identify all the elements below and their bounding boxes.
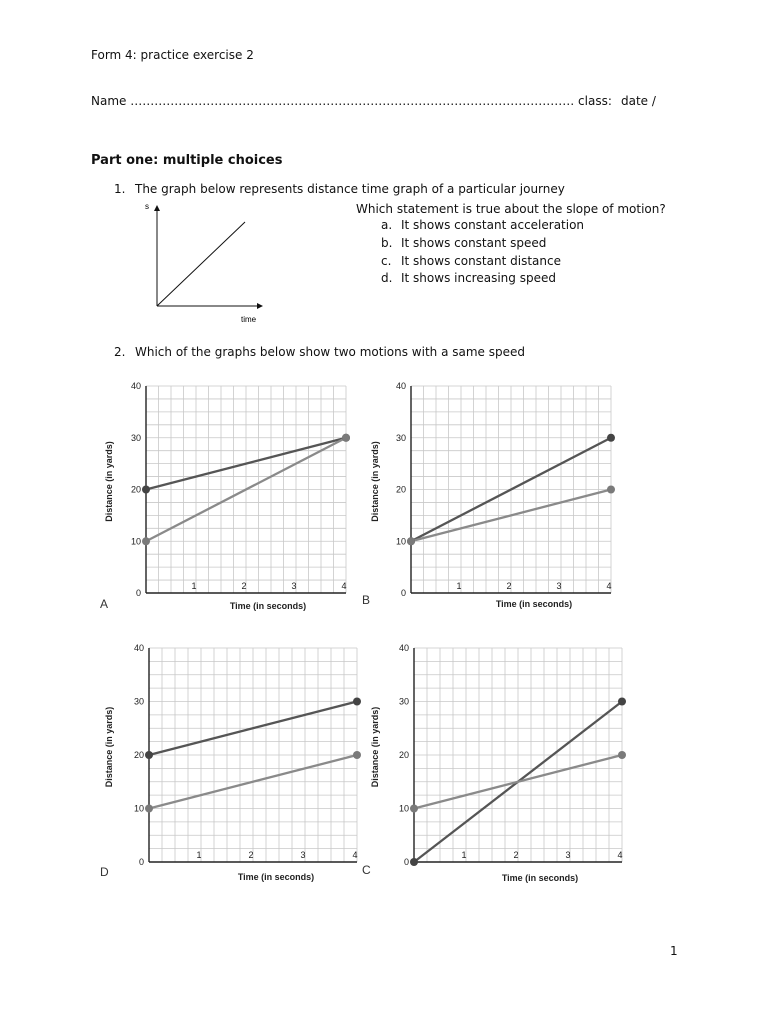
x-tick-label: 2 [241,581,247,591]
y-tick-label: 0 [400,588,406,598]
x-tick-label: 4 [352,850,358,860]
q1-text: The graph below represents distance time graph of a particular journey [135,182,565,196]
data-point [410,805,418,813]
data-point [607,486,615,494]
chart-panel-d [98,638,366,888]
q1-x-axis-label: time [241,315,257,324]
q1-distance-time-graph [140,198,270,328]
data-point [353,751,361,759]
x-tick-label: 3 [291,581,297,591]
name-class-line: Name ………………………………………………………………………………………………… class: [91,94,612,108]
x-tick-label: 1 [191,581,197,591]
q1-option-c-letter: c. [381,254,392,268]
y-axis-label: Distance (in yards) [104,706,114,788]
data-point [145,805,153,813]
q1-option-a-text: It shows constant acceleration [401,218,585,232]
y-tick-label: 10 [398,803,409,814]
panel-letter-a: A [100,597,109,611]
q2-text: Which of the graphs below show two motions with a same speed [135,345,525,359]
y-tick-label: 20 [133,750,144,760]
y-tick-label: 20 [130,484,141,495]
panel-letter-b: B [362,593,371,607]
x-tick-label: 1 [196,850,202,860]
x-tick-label: 4 [341,581,347,591]
y-tick-label: 40 [133,643,144,653]
q1-option-b-text: It shows constant speed [401,236,547,250]
worksheet-title: Form 4: practice exercise 2 [91,48,254,62]
data-point [142,486,150,494]
q1-option-d-letter: d. [381,271,393,285]
y-tick-label: 10 [395,536,406,547]
y-tick-label: 40 [130,381,141,391]
x-tick-label: 2 [248,850,254,860]
chart-panel-c [364,638,632,888]
data-point [342,434,350,442]
x-tick-label: 2 [513,850,519,860]
x-axis-label: Time (in seconds) [501,873,579,883]
x-tick-label: 4 [617,850,623,860]
part-one-heading: Part one: multiple choices [91,153,283,168]
data-point [145,751,153,759]
y-tick-label: 20 [395,484,406,495]
y-tick-label: 10 [133,803,144,814]
y-tick-label: 0 [403,857,409,867]
data-point [410,858,418,866]
data-point [353,698,361,706]
y-tick-label: 40 [398,643,409,653]
panel-letter-c: C [362,863,371,877]
data-point [407,537,415,545]
chart-panel-a [98,376,366,616]
x-axis-label: Time (in seconds) [237,872,315,882]
data-point [142,537,150,545]
q2-number: 2. [114,345,126,359]
y-tick-label: 30 [133,696,144,707]
y-tick-label: 30 [398,696,409,707]
y-axis-label: Distance (in yards) [104,441,114,522]
q1-option-c-text: It shows constant distance [401,254,561,268]
date-label: date / [621,94,656,108]
panel-letter-d: D [100,865,109,879]
x-axis-label: Time (in seconds) [229,601,307,611]
q1-option-b-letter: b. [381,236,393,250]
x-tick-label: 1 [456,581,462,591]
data-point [618,751,626,759]
y-axis-label: Distance (in yards) [370,706,380,788]
y-tick-label: 10 [130,536,141,547]
q1-prompt: Which statement is true about the slope of motion? [356,202,666,216]
data-point [618,698,626,706]
x-tick-label: 3 [300,850,306,860]
chart-panel-b [364,376,632,616]
x-axis-label: Time (in seconds) [495,599,573,609]
q1-option-d-text: It shows increasing speed [401,271,556,285]
x-tick-label: 3 [565,850,571,860]
x-tick-label: 3 [556,581,562,591]
y-tick-label: 0 [138,857,144,867]
y-tick-label: 0 [135,588,141,598]
x-tick-label: 4 [606,581,612,591]
page-number: 1 [670,944,678,958]
y-tick-label: 20 [398,750,409,760]
y-tick-label: 30 [130,432,141,443]
q1-y-axis-label: s [145,202,149,211]
y-tick-label: 40 [395,381,406,391]
q1-motion-line [157,222,245,306]
y-tick-label: 30 [395,432,406,443]
q1-number: 1. [114,182,126,196]
x-tick-label: 2 [506,581,512,591]
x-tick-label: 1 [461,850,467,860]
y-axis-label: Distance (in yards) [370,441,380,522]
q1-option-a-letter: a. [381,218,393,232]
data-point [607,434,615,442]
